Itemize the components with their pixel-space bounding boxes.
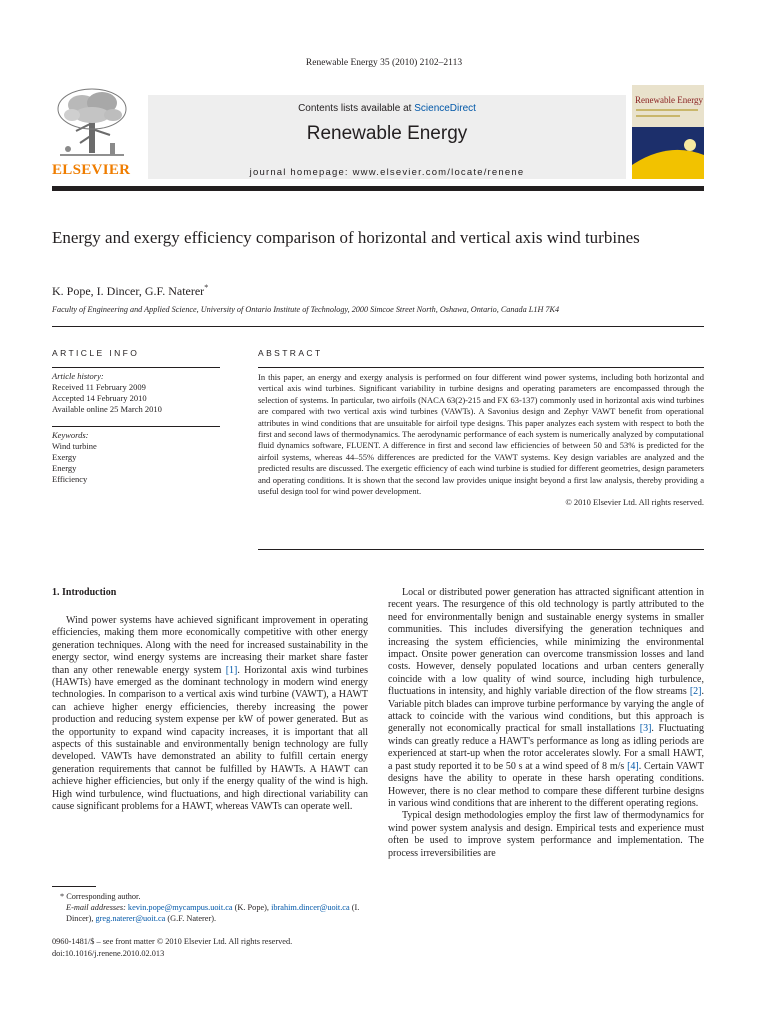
email-addresses [52,902,368,924]
cover-art-icon [632,85,704,179]
reference-link[interactable]: [2] [689,686,702,698]
abstract-text: In this paper, an energy and exergy analysis is performed on four different wind power systems, including both horizontal and vertical axis wind turbines. Significant variability in turbine designs and operating parameters are encompassed through the selection of systems. In particular, two airfoils (NACA 63(2)-215 and FX 63-137) commonly used in horizontal axis wind turbines are compared with two vertical axis wind turbines (VAWTs). A Savonius design and Zephyr VAWT benefit from operational attributes in wind conditions that are unsuitable for airfoil type designs. This paper analyzes each system with respect to both the first and second laws of thermodynamics. The aerodynamic performance of each system is numerically analyzed by computational fluid dynamics software, FLUENT. A difference in first and second law efficiencies of between 50 and 53% is predicted for the airfoil systems, whereas 44–55% differences are predicted for the VAWT systems. Key design variables are analyzed and the predicted results are discussed. The exergetic efficiency of each wind turbine is studied for different geometries, design parameters and operating conditions. It is shown that the second law provides unique insight beyond a first law analysis, thereby providing a useful design tool for wind power development. [258,372,704,497]
email-owner: (I. Dincer), [66,903,360,923]
author-list [52,283,208,299]
abstract-rule-top [258,367,704,368]
paragraph-text: . Horizontal axis wind turbines (HAWTs) have emerged as the dominant technology in modern wind energy technologies. In comparison to a vertical axis wind turbine (VAWT), a HAWT can achieve higher energy efficiencies, thereby increasing the power production and reducing system expense per kW of power generated. But as the opportunity to expand wind capacity increases, it is important that all aspects of this sustainable and environmentally benign technology are fully developed. VAWTs have demonstrated an ability to fulfill certain energy generation requirements that cannot be fulfilled by HAWTs. A HAWT can achieve higher efficiencies, but only if the energy quality of the wind is high. High wind turbulence, wind fluctuations, and high directional variability can cause significant problems for a HAWT, whereas VAWTs can operate well. [52,664,369,813]
reference-link[interactable]: [4] [627,760,639,772]
article-info-heading: ARTICLE INFO [52,348,140,358]
corresponding-author-mark[interactable]: * [204,283,209,292]
authors: K. Pope, I. Dincer, G.F. Naterer [52,284,205,298]
keyword: Efficiency [52,474,88,484]
article-history [52,371,220,415]
body-column-right [388,587,704,860]
info-rule-mid [52,426,220,427]
email-link[interactable]: ibrahim.dincer@uoit.ca [271,903,350,912]
keywords-block [52,430,220,485]
article-title: Energy and exergy efficiency comparison of horizontal and vertical axis wind turbines [52,228,640,247]
email-owner: (G.F. Naterer). [165,914,217,923]
email-link[interactable]: greg.naterer@uoit.ca [95,914,166,923]
issn-line: 0960-1481/$ – see front matter © 2010 Elsevier Ltd. All rights reserved. [52,937,293,946]
tree-logo-icon [52,85,132,161]
reference-link[interactable]: [1] [225,664,238,676]
masthead-rule [52,186,704,191]
journal-title: Renewable Energy [306,123,468,144]
keyword: Wind turbine [52,441,97,451]
intro-paragraph-1 [52,615,368,814]
intro-paragraph-2 [388,587,704,810]
contents-label: Contents lists available at [298,103,415,114]
reference-link[interactable]: [3] [639,723,652,735]
journal-citation: Renewable Energy 35 (2010) 2102–2113 [305,58,463,68]
footnote [52,891,368,924]
keyword: Exergy [52,452,77,462]
info-rule-top [52,367,220,368]
journal-masthead [52,85,704,179]
history-label: Article history: [52,371,104,381]
body-column-left [52,615,368,814]
email-owner: (K. Pope), [232,903,272,912]
journal-info-band [148,95,626,179]
affiliation: Faculty of Engineering and Applied Science, University of Ontario Institute of Technology, 2000 Simcoe Street North, Oshawa, Ontario, Canada L1H 7K4 [52,305,560,314]
paragraph-text: Wind power systems have achieved significant improvement in operating efficiencies, making them more economically competitive with other energy generation techniques. Along with the need for increased sustainability in the energy sector, wind energy systems are increasing their market share faster than any other renewable energy system [52,615,368,676]
email-label: E-mail addresses: [66,903,128,912]
accepted-date: Accepted 14 February 2010 [52,393,147,403]
abstract-heading: ABSTRACT [258,348,323,358]
received-date: Received 11 February 2009 [52,382,146,392]
keywords-label: Keywords: [52,430,89,440]
elsevier-logo[interactable] [52,85,144,179]
doi-link[interactable]: doi:10.1016/j.renene.2010.02.013 [52,949,165,958]
email-link[interactable]: kevin.pope@mycampus.uoit.ca [127,903,233,912]
page-footer [52,936,292,960]
introduction-heading: 1. Introduction [52,587,117,598]
abstract-copyright: © 2010 Elsevier Ltd. All rights reserved. [565,497,704,508]
online-date: Available online 25 March 2010 [52,404,162,414]
paragraph-text: Local or distributed power generation has attracted significant attention in recent years. The resurgence of this old technology is partly attributed to the need for environmentally benign and sustainable energy systems in smaller communities. This includes diversifying the generation techniques and increasing the system efficiencies, while minimizing the environmental impact. Onsite power generation can overcome transmission losses and land costs. However, densely populated locations and urban centers generally coincide with a low quality of wind source, including high turbulence, fluctuations in intensity, and highly variable direction of the flow streams [388,587,704,698]
intro-paragraph-3: Typical design methodologies employ the first law of thermodynamics for wind power system analysis and design. Empirical tests and experience must often be used to improve system performance and implementation. The process irreversibilities are [388,810,704,859]
sciencedirect-link[interactable]: ScienceDirect [414,103,476,114]
section-rule [52,326,704,327]
paragraph-text: . Fluctuating winds can greatly reduce a HAWT's performance as long as idling periods are experienced at start-up when the rotor accelerates slowly. For a small HAWT, a past study reported it to be 50 s at a wind speed of 8 m/s [388,723,705,772]
corresponding-author-note: * Corresponding author. [60,892,141,901]
journal-cover-image[interactable] [632,85,704,179]
keyword: Energy [52,463,77,473]
paragraph-text: . Certain VAWT designs have the ability to operate in these harsh operating conditions. However, there is no clear method to compare these different turbine designs in various wind conditions that are inherent to the different operating regions. [388,760,705,809]
abstract-body [258,372,704,509]
footnote-rule [52,886,96,887]
journal-homepage-link[interactable]: journal homepage: www.elsevier.com/locate/renene [249,167,525,178]
contents-line [148,103,626,114]
paragraph-text: . Variable pitch blades can improve turbine performance by varying the angle of attack to coincide with the various wind conditions, but this approach is generally not economically practical for small installations [388,686,704,735]
publisher-name: ELSEVIER [52,162,131,178]
cover-title: Renewable Energy [635,95,704,105]
abstract-rule-bottom [258,549,704,550]
